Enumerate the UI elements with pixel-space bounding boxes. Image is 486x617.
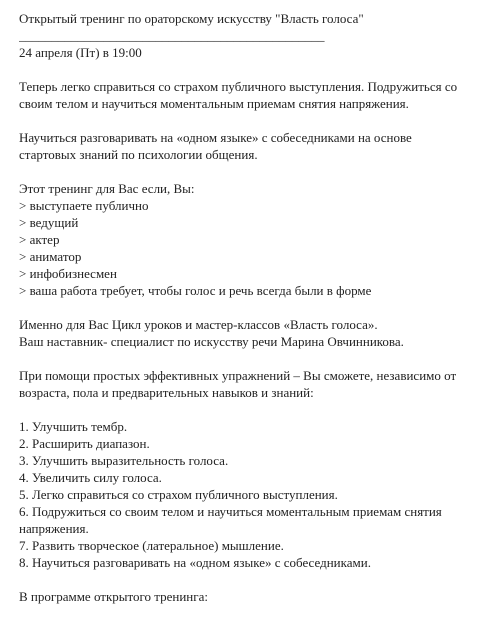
- audience-item: > выступаете публично: [19, 198, 149, 213]
- benefit-item-continuation: напряжения.: [19, 521, 89, 536]
- event-date: 24 апреля (Пт) в 19:00: [19, 45, 142, 60]
- exercises-intro-line: При помощи простых эффективных упражнений – Вы сможете, независимо от: [19, 368, 457, 383]
- benefit-item: 3. Улучшить выразительность голоса.: [19, 453, 229, 468]
- audience-item: > актер: [19, 232, 60, 247]
- audience-item: > ведущий: [19, 215, 79, 230]
- mentor-line: Ваш наставник- специалист по искусству речи Марина Овчинникова.: [19, 334, 404, 349]
- benefit-item: 5. Легко справиться со страхом публичного выступления.: [19, 487, 338, 502]
- event-title: Открытый тренинг по ораторскому искусству "Власть голоса": [19, 11, 364, 26]
- intro-line: своим телом и научиться моментальным приемам снятия напряжения.: [19, 96, 409, 111]
- spacer: [19, 299, 481, 316]
- benefit-item: 2. Расширить диапазон.: [19, 436, 150, 451]
- separator-line: _______________________________________________: [19, 28, 325, 43]
- benefit-item: 7. Развить творческое (латеральное) мышление.: [19, 538, 284, 553]
- intro-line: Теперь легко справиться со страхом публичного выступления. Подружиться со: [19, 79, 458, 94]
- audience-item: > ваша работа требует, чтобы голос и речь всегда были в форме: [19, 283, 372, 298]
- benefit-item: 4. Увеличить силу голоса.: [19, 470, 162, 485]
- language-line: Научиться разговаривать на «одном языке» с собеседниками на основе: [19, 130, 412, 145]
- exercises-intro-line: возраста, пола и предварительных навыков и знаний:: [19, 385, 314, 400]
- spacer: [19, 571, 481, 588]
- benefit-item: 8. Научиться разговаривать на «одном языке» с собеседниками.: [19, 555, 371, 570]
- spacer: [19, 61, 481, 78]
- spacer: [19, 401, 481, 418]
- event-description: [19, 10, 481, 605]
- audience-item: > аниматор: [19, 249, 82, 264]
- audience-item: > инфобизнесмен: [19, 266, 117, 281]
- program-heading: В программе открытого тренинга:: [19, 589, 208, 604]
- benefit-item: 1. Улучшить тембр.: [19, 419, 128, 434]
- benefit-item: 6. Подружиться со своим телом и научиться моментальным приемам снятия: [19, 504, 442, 519]
- spacer: [19, 163, 481, 180]
- spacer: [19, 112, 481, 129]
- mentor-line: Именно для Вас Цикл уроков и мастер-классов «Власть голоса».: [19, 317, 378, 332]
- spacer: [19, 350, 481, 367]
- audience-heading: Этот тренинг для Вас если, Вы:: [19, 181, 195, 196]
- language-line: стартовых знаний по психологии общения.: [19, 147, 258, 162]
